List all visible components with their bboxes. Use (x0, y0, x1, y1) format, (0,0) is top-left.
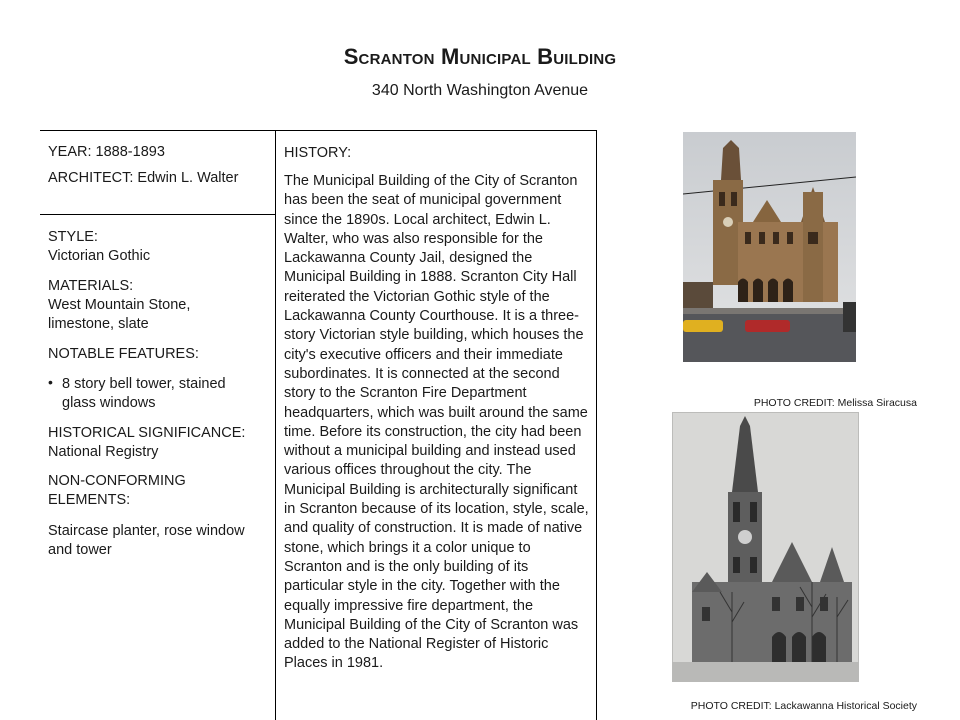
building-color-photo (683, 132, 856, 362)
materials-label: MATERIALS: (48, 278, 134, 294)
table-column-divider (275, 130, 276, 720)
style-value: Victorian Gothic (48, 248, 151, 264)
nonconforming-value: Staircase planter, rose window and tower (48, 523, 245, 558)
address-subtitle: 340 North Washington Avenue (371, 82, 589, 99)
features-label: NOTABLE FEATURES: (48, 346, 199, 362)
materials-value: West Mountain Stone, limestone, slate (48, 297, 191, 332)
bullet-icon: • (48, 374, 53, 390)
photo-credit-1: PHOTO CREDIT: Melissa Siracusa (753, 397, 917, 409)
history-label: HISTORY: (284, 145, 352, 161)
table-top-border (40, 130, 596, 131)
style-label: STYLE: (48, 229, 98, 245)
page-title: Scranton Municipal Building (343, 44, 617, 69)
significance-value: National Registry (48, 444, 159, 460)
nonconforming-label: NON-CONFORMING ELEMENTS: (48, 473, 186, 508)
left-cell-divider (40, 214, 276, 215)
significance-label: HISTORICAL SIGNIFICANCE: (48, 425, 246, 441)
history-body: The Municipal Building of the City of Scranton has been the seat of municipal government since the 1890s. Local architect, Edwin L. Walter, who was also responsible for the Lackawanna County Jail, designed the Municipal Building in 1888. Scranton City Hall reiterated the Victorian Gothic style of the Lackawanna County Courthouse. It is a three-story Victorian style building, which houses the city's executive officers and their immediate subordinates. It is connected at the second story to the Scranton Fire Department headquarters, which was built around the same time. Before its construction, the city had been without a municipal building and instead used various offices throughout the city. The Municipal Building is architecturally significant in Scranton because of its location, style, scale, and quality of construction. It is made of native stone, which brings it a color unique to Scranton and is the only building of its particular style in the city. Together with the equally impressive fire department, the Municipal Building of the City of Scranton was added to the National Register of Historic Places in 1981. (284, 173, 589, 672)
year-field: YEAR: 1888-1893 (48, 144, 165, 160)
table-right-border (596, 130, 597, 720)
architect-field: ARCHITECT: Edwin L. Walter (48, 170, 239, 186)
features-item: 8 story bell tower, stained glass windows (62, 376, 226, 411)
photo-credit-2: PHOTO CREDIT: Lackawanna Historical Society (690, 700, 917, 712)
building-historical-photo (672, 412, 859, 682)
